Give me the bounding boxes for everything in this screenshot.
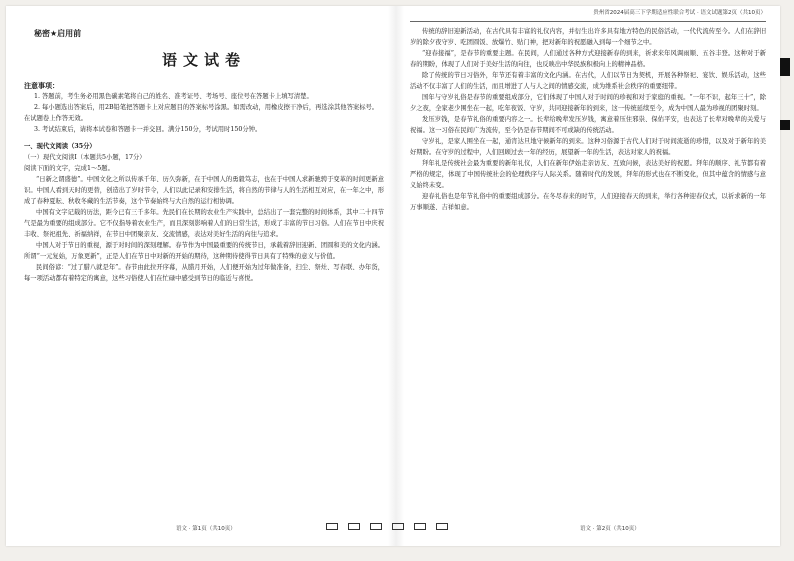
registration-mark <box>436 523 448 530</box>
note-item: 2. 每小题选出答案后，用2B铅笔把答题卡上对应题目的答案标号涂黑。如需改动，用橡皮擦干净后，再选涂其他答案标号。在试题卷上作答无效。 <box>24 104 379 122</box>
notes-heading: 注意事项： <box>24 81 59 90</box>
note-item: 3. 考试结束后，请将本试卷和答题卡一并交回。满分150分，考试用时150分钟。 <box>34 126 262 133</box>
fold-shadow <box>388 6 404 546</box>
body-paragraph: “迎春接福”，是春节的重要主题。在民间，人们通过各种方式迎接新春的到来，祈求来年风调雨顺、五谷丰登。这种对于新春的期盼，体现了人们对于美好生活的向往，也反映出中华民族积极向上的精神品格。 <box>410 50 766 68</box>
secret-label: 秘密★启用前 <box>34 29 82 38</box>
body-paragraph: 中国人对于节日的重视，源于对时间的深刻理解。春节作为中国最重要的传统节日，承载着辞旧迎新、团圆和美的文化内涵。所谓“一元复始，万象更新”，正是人们在节日中对新的开始的期待，这种期待使得节日具有了特殊的意义与价值。 <box>24 242 384 260</box>
page-header: 贵州省2024届高三下学期适应性联合考试 · 语文试题第2页（共10页） <box>410 8 766 22</box>
right-page-footer: 语文 · 第2页（共10页） <box>580 526 640 532</box>
registration-mark <box>370 523 382 530</box>
left-page <box>24 14 384 524</box>
body-paragraph: 除了传统的节日习俗外，年节还有着丰富的文化内涵。在古代，人们以节日为契机，开展各种祭祀、宴饮、娱乐活动，这些活动不仅丰富了人们的生活，而且增进了人与人之间的情感交流，成为维系社会秩序的重要纽带。 <box>410 72 766 90</box>
registration-mark <box>348 523 360 530</box>
subsection-heading: （一）现代文阅读Ⅰ（本题共5小题，17分） <box>24 154 146 161</box>
left-page-footer: 语文 · 第1页（共10页） <box>176 526 236 532</box>
right-page <box>410 8 766 518</box>
notes-list <box>24 91 384 135</box>
registration-mark <box>392 523 404 530</box>
body-paragraph: 传统的辞旧迎新活动，在古代具有丰富的礼仪内容，并衍生出许多具有地方特色的民俗活动，一代代流传至今。人们在辞旧岁的除夕夜守岁、吃团圆饭、放爆竹、贴门神，把对新年的祝愿融入到每一个细节之中。 <box>410 28 766 46</box>
registration-mark <box>326 523 338 530</box>
body-paragraph: 民间俗谚：“过了腊八就是年”。春节由此拉开序幕，从腊月开始，人们便开始为过年做准备，扫尘、祭灶、写春联、办年货，每一项活动都有着特定的寓意，这些习俗使人们在忙碌中感受到节日的临近与喜悦。 <box>24 264 384 282</box>
note-item: 1. 答题前，考生务必用黑色碳素笔将自己的姓名、准考证号、考场号、座位号在答题卡上填写清楚。 <box>34 93 313 100</box>
section-heading: 一、现代文阅读（35分） <box>24 143 96 150</box>
body-paragraph: 中国有文字记载的历法，距今已有三千多年。先民们在长期的农业生产实践中，总结出了一套完整的时间体系，其中二十四节气是最为重要的组成部分。它不仅指导着农业生产，而且深刻影响着人们的日常生活，形成了丰富的节日习俗。人们在节日中庆祝丰收、祭祀祖先、祈福纳祥，在节日中团聚亲友、交流情感，表达对美好生活的向往与追求。 <box>24 209 384 238</box>
edge-marker <box>780 58 790 76</box>
body-paragraph: 守岁礼，是家人围坐在一起，通宵达旦地守候新年的到来。这种习俗源于古代人们对于时间流逝的珍惜，以及对于新年的美好期盼。在守岁的过程中，人们回顾过去一年的经历，展望新一年的生活，表达对家人的祝福。 <box>410 138 766 156</box>
body-paragraph: 拜年礼是传统社会最为重要的新年礼仪，人们在新年伊始走亲访友、互致问候，表达美好的祝愿。拜年的顺序、礼节都有着严格的规定，体现了中国传统社会的伦理秩序与人际关系。随着时代的发展，拜年的形式也在不断变化，但其中蕴含的情感与意义始终未变。 <box>410 160 766 189</box>
registration-marks <box>326 523 448 530</box>
registration-mark <box>414 523 426 530</box>
page-title: 语文试卷 <box>161 51 246 69</box>
body-paragraph: “日新之谓盛德”。中国文化之所以传承千年、历久弥新，在于中国人的勇毅笃志，也在于中国人求新驰骋于变革的时间更新意识。中国人看到天时的更替，创造出了岁时节令，人们以此记录和安排生活，将自然的节律与人的生活相互对应，在一年之中，形成了春种夏耘、秋收冬藏的生活节奏，这个节奏始终与大自然的运行相协调。 <box>24 176 384 205</box>
edge-marker <box>780 120 790 130</box>
instruction-text: 阅读下面的文字，完成1～5题。 <box>24 165 114 172</box>
body-paragraph: 发压岁钱，是春节礼俗的重要内容之一。长辈给晚辈发压岁钱，寓意着压住邪祟、保佑平安，也表达了长辈对晚辈的关爱与祝福。这一习俗在民间广为流传，至今仍是春节期间不可或缺的传统活动。 <box>410 116 766 134</box>
body-paragraph: 迎春礼俗也是年节礼俗中的重要组成部分。在冬尽春来的时节，人们迎接春天的到来，举行各种迎春仪式，以祈求新的一年万事顺遂、吉祥如意。 <box>410 193 766 211</box>
body-paragraph: 国年与守岁礼俗是春节的重要组成部分，它们体现了中国人对于时间的珍视和对于家庭的重视。“一年不识，起年三十”，除夕之夜，全家老少围坐在一起，吃年夜饭、守岁，共同迎接新年的到来，这一传统延续至今，成为中国人最为珍视的团聚时刻。 <box>410 94 766 112</box>
